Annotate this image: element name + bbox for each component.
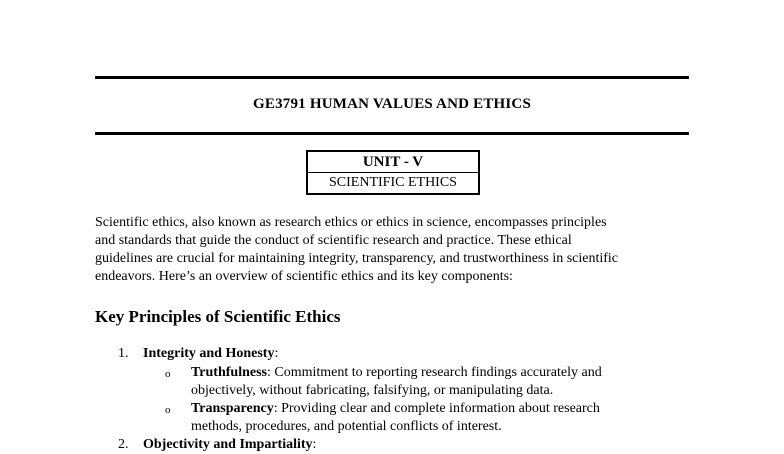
unit-label: UNIT - V — [308, 152, 478, 173]
sub-item-text: methods, procedures, and potential conflicts of interest. — [191, 419, 502, 434]
sub-item-text: : Providing clear and complete information about research — [273, 401, 600, 416]
intro-line: guidelines are crucial for maintaining integrity, transparency, and trustworthiness in scientific — [95, 251, 619, 266]
bullet-icon: o — [165, 404, 171, 416]
sub-item-term: Transparency — [191, 401, 274, 416]
course-title: GE3791 HUMAN VALUES AND ETHICS — [253, 96, 531, 112]
intro-line: and standards that guide the conduct of scientific research and practice. These ethical — [95, 233, 572, 248]
principle-item — [118, 436, 316, 454]
principle-number: 2. — [118, 437, 129, 452]
section-heading: Key Principles of Scientific Ethics — [95, 307, 341, 326]
top-rule — [95, 76, 689, 79]
bullet-icon: o — [165, 368, 171, 380]
title-rule — [95, 132, 689, 135]
sub-item-text: : Commitment to reporting research findings accurately and — [266, 365, 602, 380]
principle-item — [118, 345, 278, 363]
intro-line: Scientific ethics, also known as research ethics or ethics in science, encompasses principles — [95, 215, 607, 230]
unit-subtitle: SCIENTIFIC ETHICS — [329, 175, 457, 190]
principle-suffix: : — [312, 437, 317, 452]
intro-line: endeavors. Here’s an overview of scientific ethics and its key components: — [95, 269, 513, 284]
principle-number: 1. — [118, 346, 129, 361]
intro-paragraph — [95, 214, 695, 286]
unit-box — [306, 150, 480, 195]
principle-title: Integrity and Honesty — [143, 346, 275, 361]
sub-item-text: objectively, without fabricating, falsifying, or manipulating data. — [191, 383, 554, 398]
principle-title: Objectivity and Impartiality — [143, 437, 313, 452]
sub-item-term: Truthfulness — [191, 365, 267, 380]
principle-suffix: : — [274, 346, 279, 361]
